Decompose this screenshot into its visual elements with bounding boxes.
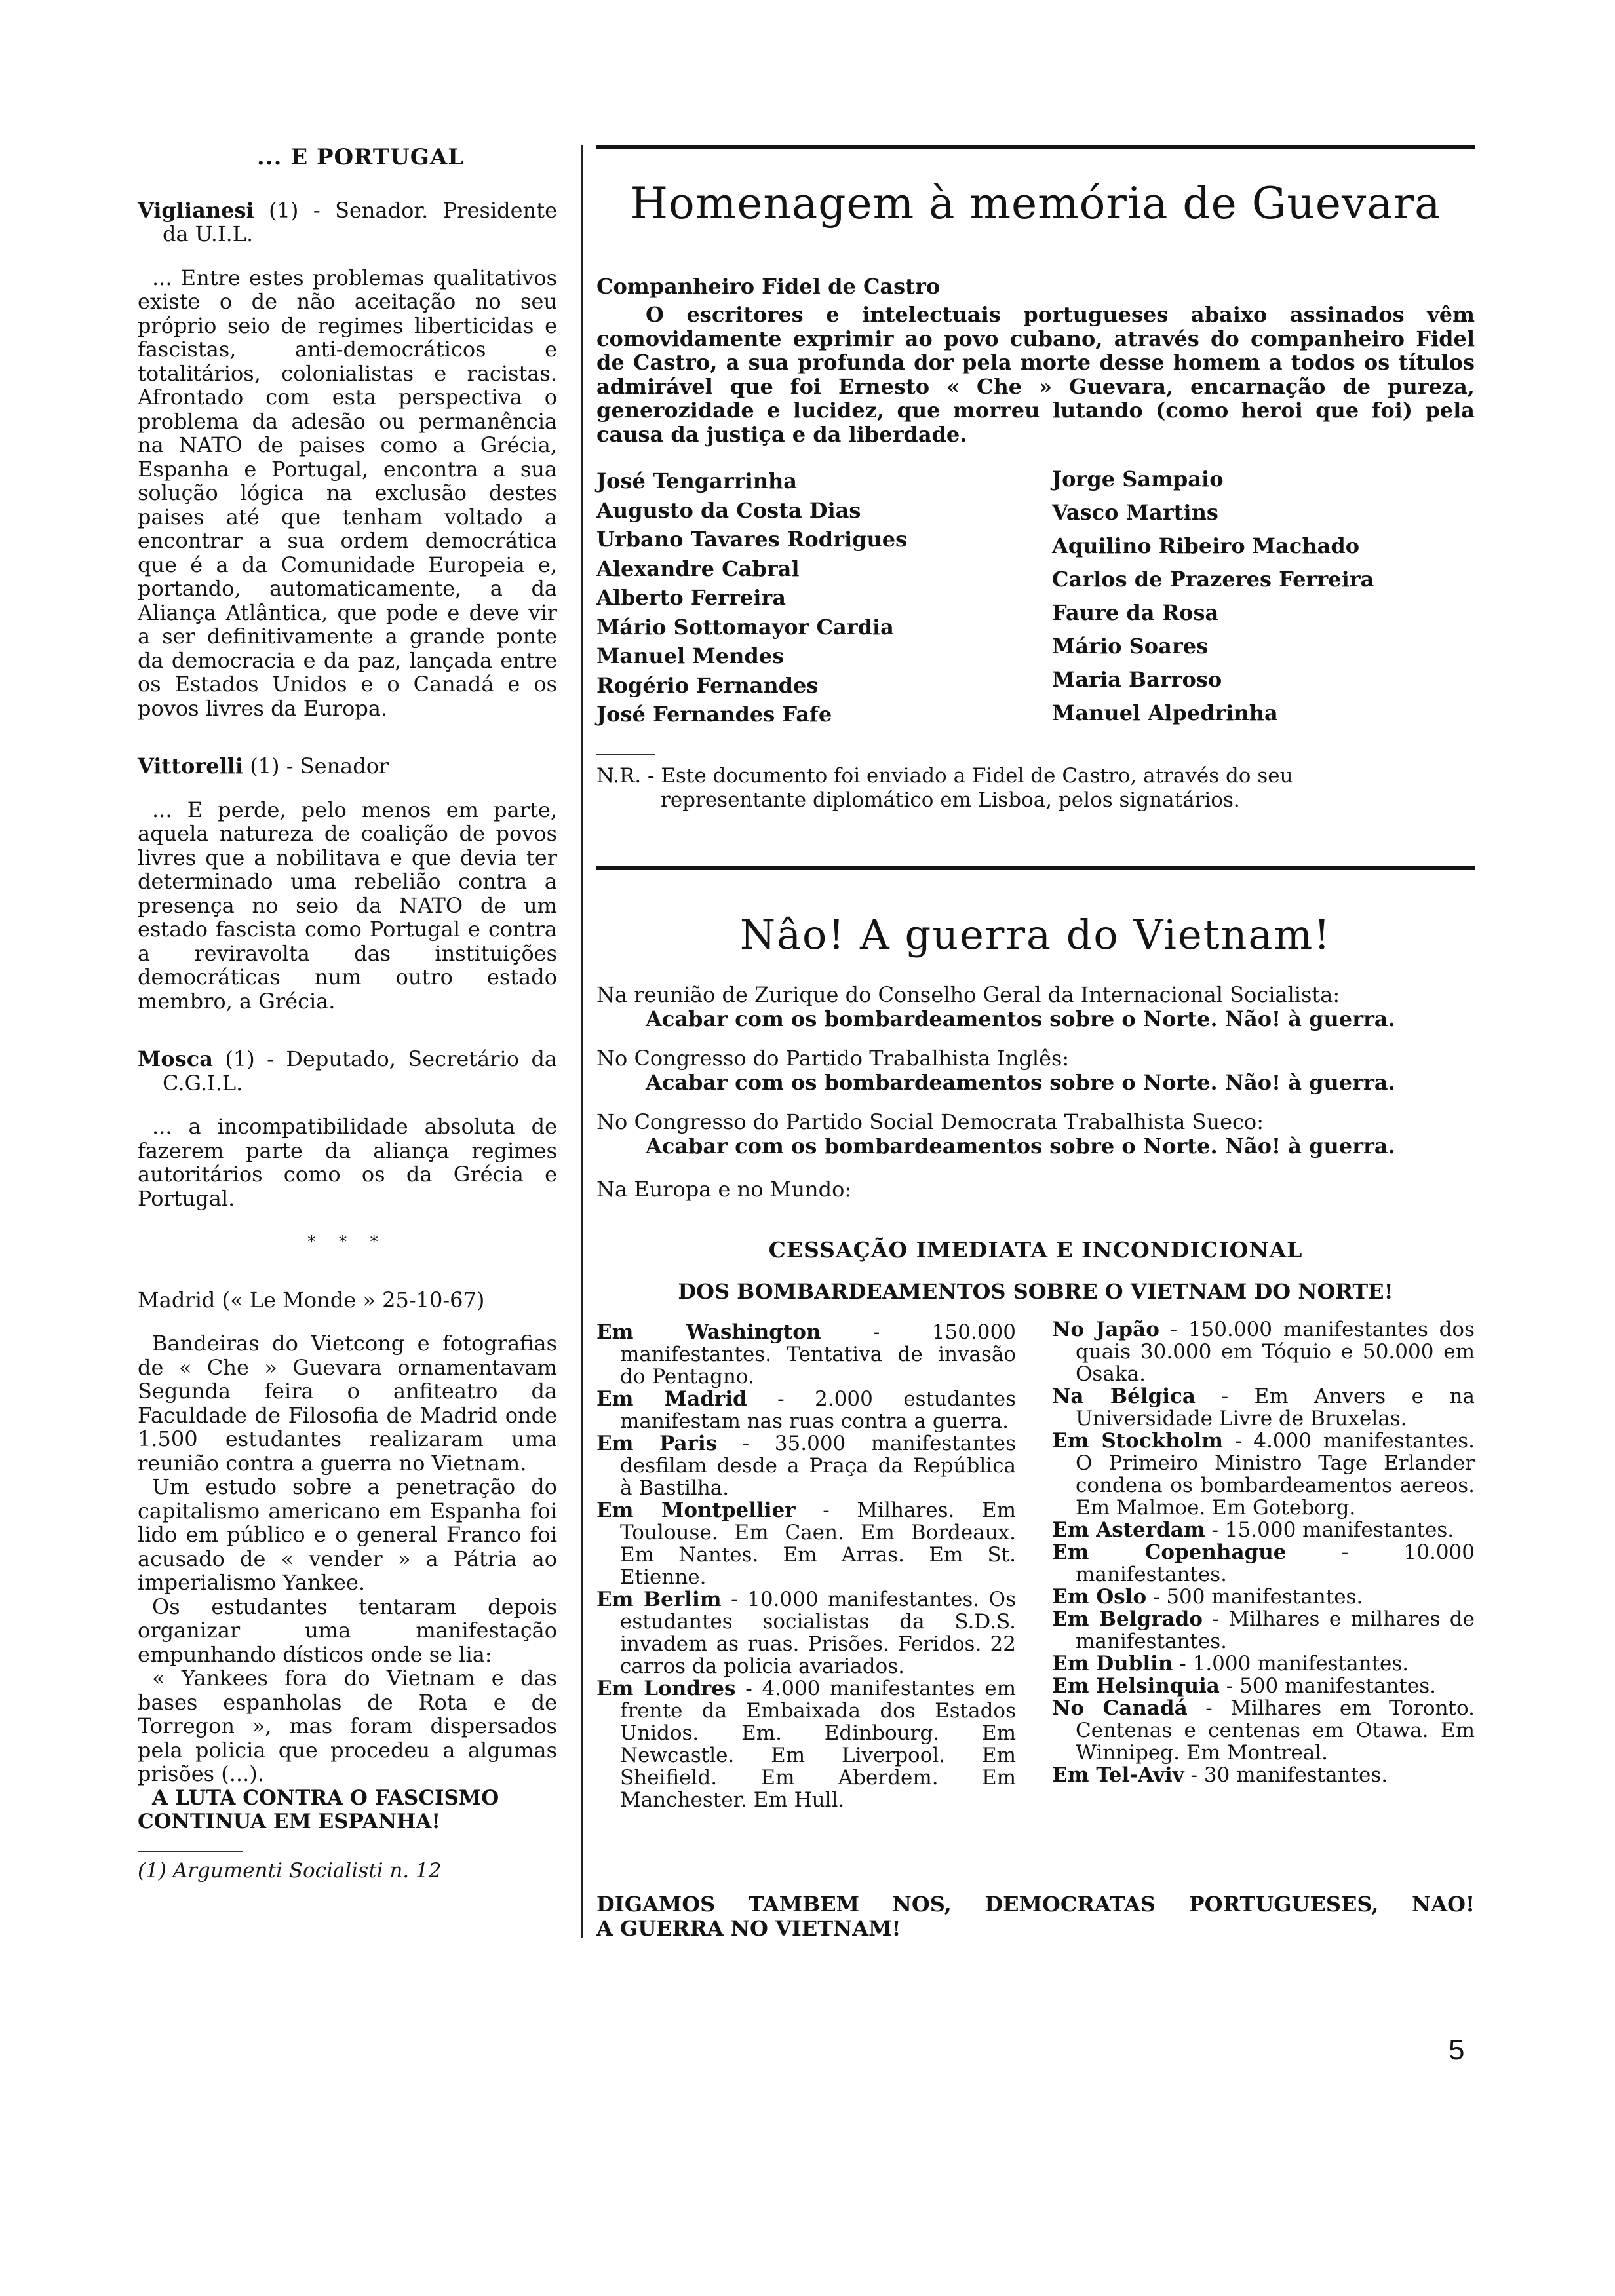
vietnam-title: Nâo! A guerra do Vietnam! — [739, 911, 1332, 959]
madrid-heading: Madrid (« Le Monde » 25-10-67) — [138, 1287, 485, 1312]
protest-text: - 4.000 manifestantes. O Primeiro Ministro Tage Erlander condena os bombardeamentos aereos. Em Malmoe. Em Goteborg. — [1076, 1429, 1475, 1520]
city-name: No Japão — [1052, 1318, 1159, 1341]
city-name: Em Washington — [596, 1320, 821, 1344]
viglianesi-heading — [138, 199, 557, 246]
city-name: Em Berlim — [596, 1588, 722, 1611]
city-name: Em Belgrado — [1052, 1607, 1203, 1631]
vittorelli-quote: ... E perde, pelo menos em parte, aquela natureza de coalição de povos livres que a nobilitava e que devia ter determinado uma rebelião contra a presença no seio da NATO de um estado fascista como Portugal e contra a reviravolta das instituições democráticas num outro estado membro, a Grécia. — [138, 797, 557, 1014]
protest-text: - 30 manifestantes. — [1184, 1763, 1388, 1787]
editor-note-line: representante diplomático em Lisboa, pelos signatários. — [661, 788, 1240, 812]
section-rule — [596, 866, 1475, 870]
europe-line: Na Europa e no Mundo: — [596, 1177, 852, 1202]
vietnam-statements — [596, 983, 1475, 1202]
protest-item — [1052, 1385, 1475, 1430]
mosca-quote: ... a incompatibilidade absoluta de fazerem parte da aliança regimes autoritários como os da Grécia e Portugal. — [138, 1114, 557, 1211]
editor-note-line: N.R. - Este documento foi enviado a Fidel de Castro, através do seu — [596, 764, 1293, 788]
signatory: Mário Soares — [1052, 634, 1209, 659]
signatories-left — [596, 467, 990, 729]
signatory: Mário Sottomayor Cardia — [596, 614, 894, 640]
protest-text: - Milhares e milhares de manifestantes. — [1076, 1607, 1475, 1653]
protest-item — [596, 1432, 1016, 1499]
city-name: Em Londres — [596, 1677, 736, 1700]
statement-slogan: Acabar com os bombardeamentos sobre o Norte. Não! à guerra. — [646, 1133, 1395, 1158]
city-name: Em Tel-Aviv — [1052, 1763, 1184, 1787]
protest-text: - 150.000 manifestantes. Tentativa de invasão do Pentagno. — [620, 1320, 1016, 1388]
editor-note — [596, 764, 1475, 813]
signatory: Alberto Ferreira — [596, 585, 786, 610]
protest-item — [1052, 1764, 1475, 1786]
signatory: Manuel Mendes — [596, 643, 785, 668]
madrid-conclusion: A LUTA CONTRA O FASCISMO CONTINUA EM ESPANHA! — [138, 1786, 499, 1833]
protest-item — [1052, 1653, 1475, 1675]
city-name: Na Bélgica — [1052, 1385, 1196, 1408]
city-name: Em Montpellier — [596, 1499, 796, 1522]
signatory: Manuel Alpedrinha — [1052, 700, 1278, 725]
protest-item — [596, 1499, 1016, 1588]
homenagem-salutation: Companheiro Fidel de Castro — [596, 274, 941, 299]
note-rule — [596, 754, 655, 755]
signatory: José Tengarrinha — [596, 469, 798, 493]
madrid-paragraph: Os estudantes tentaram depois organizar uma manifestação empunhando dísticos onde se lia: — [138, 1594, 557, 1667]
statement-slogan: Acabar com os bombardeamentos sobre o Norte. Não! à guerra. — [646, 1069, 1395, 1095]
city-name: Em Dublin — [1052, 1652, 1173, 1675]
protest-item — [1052, 1318, 1475, 1385]
column-divider — [581, 145, 583, 1938]
protests-right — [1052, 1318, 1475, 1786]
mosca-role: (1) - Deputado, Secretário da C.G.I.L. — [163, 1046, 557, 1096]
mosca-name: Mosca — [138, 1046, 213, 1071]
statement-context: No Congresso do Partido Social Democrata Trabalhista Sueco: — [596, 1109, 1264, 1134]
signatory: José Fernandes Fafe — [596, 702, 832, 727]
city-name: Em Asterdam — [1052, 1518, 1205, 1542]
vittorelli-heading — [138, 754, 557, 778]
city-name: Em Copenhague — [1052, 1540, 1287, 1564]
city-name: Em Oslo — [1052, 1585, 1147, 1609]
signatory: Carlos de Prazeres Ferreira — [1052, 567, 1374, 592]
statement-slogan: Acabar com os bombardeamentos sobre o Norte. Não! à guerra. — [646, 1006, 1395, 1031]
signatory: Alexandre Cabral — [596, 556, 800, 581]
protest-text: - Milhares em Toronto. Centenas e centenas em Otawa. Em Winnipeg. Em Montreal. — [1076, 1696, 1475, 1765]
vittorelli-name: Vittorelli — [138, 754, 244, 778]
city-name: No Canadá — [1052, 1696, 1188, 1720]
protest-text: - 1.000 manifestantes. — [1173, 1652, 1409, 1675]
vittorelli-role: (1) - Senador — [243, 754, 389, 778]
madrid-paragraph: Um estudo sobre a penetração do capitalismo americano em Espanha foi lido em público e o general Franco foi acusado de « vender » a Pátria ao imperialismo Yankee. — [138, 1474, 557, 1595]
protest-text: - Milhares. Em Toulouse. Em Caen. Em Bordeaux. Em Nantes. Em Arras. Em St. Etienne. — [620, 1499, 1016, 1589]
signatories-right — [1052, 463, 1471, 730]
footnote: (1) Argumenti Socialisti n. 12 — [138, 1858, 442, 1883]
protest-item — [596, 1321, 1016, 1388]
city-name: Em Madrid — [596, 1387, 747, 1411]
closing-line: DIGAMOS TAMBEM NOS, DEMOCRATAS PORTUGUESES, NAO! — [596, 1892, 1475, 1917]
top-rule — [596, 145, 1475, 149]
signatory: Augusto da Costa Dias — [596, 497, 861, 523]
statement-context: No Congresso do Partido Trabalhista Inglês: — [596, 1046, 1070, 1071]
signatory: Rogério Fernandes — [596, 672, 819, 698]
protest-text: - 35.000 manifestantes desfilam desde a Praça da República à Bastilha. — [620, 1432, 1016, 1500]
closing-line: A GUERRA NO VIETNAM! — [596, 1916, 901, 1941]
protest-text: - 500 manifestantes. — [1146, 1585, 1363, 1609]
homenagem-title: Homenagem à memória de Guevara — [630, 178, 1441, 229]
protest-text: - 150.000 manifestantes dos quais 30.000 em Tóquio e 50.000 em Osaka. — [1076, 1318, 1475, 1386]
signatory: Maria Barroso — [1052, 667, 1222, 692]
signatory: Aquilino Ribeiro Machado — [1052, 533, 1360, 558]
protest-item — [596, 1588, 1016, 1677]
viglianesi-role: (1) - Senador. Presidente da U.I.L. — [163, 197, 557, 246]
page-number: 5 — [1449, 2034, 1465, 2066]
viglianesi-quote: ... Entre estes problemas qualitativos existe o de não aceitação no seu próprio seio de regimes liberticidas e fascistas, anti-democráticos e totalitários, colonialistas e racistas. Afrontado com esta perspectiva o problema da adesão ou permanência na NATO de paises como a Grécia, Espanha e Portugal, encontra a sua solução lógica na exclusão destes paises até que tenham voltado a encontrar a sua ordem democrática que é a da Comunidade Europeia e, portando, automaticamente, a da Aliança Atlântica, que pode e deve vir a ser definitivamente a grande ponte da democracia e da paz, lançada entre os Estados Unidos e o Canadá e os povos livres da Europa. — [138, 265, 557, 721]
signatory: Vasco Martins — [1052, 500, 1218, 525]
protest-text: - Em Anvers e na Universidade Livre de Bruxelas. — [1076, 1385, 1475, 1430]
protest-text: - 2.000 estudantes manifestam nas ruas contra a guerra. — [620, 1387, 1016, 1433]
protest-item — [1052, 1697, 1475, 1764]
protests-left — [596, 1321, 1016, 1811]
city-name: Em Stockholm — [1052, 1429, 1223, 1453]
protest-text: - 4.000 manifestantes em frente da Embaixada dos Estados Unidos. Em. Edinbourg. Em Newcastle. Em Liverpool. Em Sheifield. Em Aberdem. Em Manchester. Em Hull. — [620, 1677, 1016, 1812]
signatory: Faure da Rosa — [1052, 600, 1219, 625]
madrid-paragraph: Bandeiras do Vietcong e fotografias de « Che » Guevara ornamentavam Segunda feira o anfiteatro da Faculdade de Filosofia de Madrid onde 1.500 estudantes realizaram uma reunião contra a guerra no Vietnam. — [138, 1331, 557, 1476]
protest-text: - 15.000 manifestantes. — [1205, 1518, 1454, 1542]
city-name: Em Paris — [596, 1432, 718, 1455]
protest-text: - 500 manifestantes. — [1219, 1674, 1437, 1698]
section-title: ... E PORTUGAL — [256, 144, 465, 170]
protest-item — [1052, 1430, 1475, 1519]
footnote-rule — [138, 1851, 243, 1852]
city-name: Em Helsinquia — [1052, 1674, 1220, 1698]
protest-item — [596, 1677, 1016, 1811]
protest-item — [1052, 1675, 1475, 1697]
signatory: Urbano Tavares Rodrigues — [596, 527, 908, 552]
protest-item — [1052, 1519, 1475, 1541]
protest-item — [596, 1388, 1016, 1432]
protest-item — [1052, 1541, 1475, 1586]
protest-text: - 10.000 manifestantes. Os estudantes socialistas da S.D.S. invadem as ruas. Prisões. Feridos. 22 carros da policia avariados. — [620, 1588, 1016, 1678]
signatory: Jorge Sampaio — [1052, 467, 1224, 491]
mosca-heading — [138, 1047, 557, 1095]
vietnam-headline: DOS BOMBARDEAMENTOS SOBRE O VIETNAM DO NORTE! — [678, 1279, 1393, 1304]
statement-context: Na reunião de Zurique do Conselho Geral da Internacional Socialista: — [596, 982, 1340, 1007]
homenagem-body: O escritores e intelectuais portugueses abaixo assinados vêm comovidamente exprimir ao povo cubano, através do companheiro Fidel de Castro, a sua profunda dor pela morte desse homem a todos os títulos admirável que foi Ernesto « Che » Guevara, encarnação de pureza, generozidade e lucidez, que morreu lutando (como heroi que foi) pela causa da justiça e da liberdade. — [596, 302, 1475, 447]
protest-item — [1052, 1586, 1475, 1608]
left-column — [138, 145, 557, 1883]
viglianesi-name: Viglianesi — [138, 197, 254, 223]
protest-text: - 10.000 manifestantes. — [1076, 1540, 1475, 1586]
protest-item — [1052, 1608, 1475, 1653]
vietnam-headline: CESSAÇÃO IMEDIATA E INCONDICIONAL — [768, 1237, 1303, 1263]
section-separator: * * * — [307, 1233, 387, 1251]
madrid-paragraph: « Yankees fora do Vietnam e das bases espanholas de Rota e de Torregon », mas foram dispersados pela policia que procedeu a algumas prisões (...). — [138, 1666, 557, 1786]
